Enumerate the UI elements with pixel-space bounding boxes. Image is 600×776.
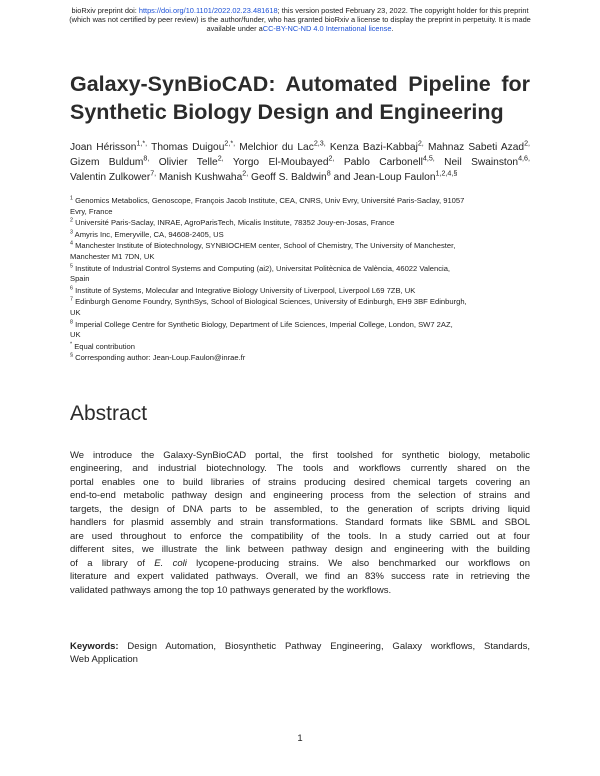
abstract-line: literature and expert validated pathways. Overall, we find an 83% success rate in retrieving the xyxy=(70,571,530,583)
affiliation-line: $^8$ Imperial College Centre for Synthetic Biology, Department of Life Sciences, Imperial College, London, SW7 2AZ, xyxy=(70,319,453,329)
author-line-1: Joan Hérisson$^{1,*,}$ Thomas Duigou$^{2,*,}$ Melchior du Lac$^{2,3,}$ Kenza Bazi-Kabbaj$^{2,}$ Mahnaz Sabeti Azad$^{2,}$ xyxy=(70,139,531,153)
keywords-line-2: Web Application xyxy=(70,654,138,666)
affiliation-line: Manchester M1 7DN, UK xyxy=(70,251,155,261)
paper-title xyxy=(70,70,530,126)
abstract-line: of a library of E. coli lycopene-producing strains. We also benchmarked our workflows on xyxy=(70,557,531,569)
title-line-1: Galaxy-SynBioCAD: Automated Pipeline for xyxy=(70,72,530,96)
title-line-2: Synthetic Biology Design and Engineering xyxy=(70,100,504,124)
affiliation-line: $^3$ Amyris Inc, Emeryville, CA, 94608-2405, US xyxy=(70,229,224,239)
affiliation-line: § Corresponding author: Jean-Loup.Faulon@inrae.fr xyxy=(70,352,246,363)
abstract-body xyxy=(70,449,530,597)
author-line-2: Gizem Buldum$^{8,}$ Olivier Telle$^{2,}$ Yorgo El-Moubayed$^{2,}$ Pablo Carbonell$^{4,5,}$ Neil Swainston$^{4,6,}$ xyxy=(70,154,530,168)
affiliation-line: $^7$ Edinburgh Genome Foundry, SynthSys, School of Biological Sciences, University of Edinburgh, EH9 3BF Edinburgh, xyxy=(70,296,467,307)
page-number: 1 xyxy=(297,733,303,744)
affiliation-line: Spain xyxy=(70,274,90,284)
abstract-line: engineering, and industrial biotechnology. The tools and workflows currently shared on the xyxy=(70,463,530,475)
affiliation-line: UK xyxy=(70,330,81,340)
abstract-line: end-to-end metabolic pathway design and engineering process from the selection of strains and xyxy=(70,490,530,502)
abstract-line: portal enables one to build libraries of strains producing desired chemical targets covering an xyxy=(70,476,530,488)
author-line-3: Valentin Zulkower$^{7,}$ Manish Kushwaha$^{2,}$ Geoff S. Baldwin$^8$ and Jean-Loup Faulon$^{1,2,4,\S}$ xyxy=(70,169,458,183)
affiliation-line: $^1$ Genomics Metabolics, Genoscope, François Jacob Institute, CEA, CNRS, Univ Evry, Université Paris-Saclay, 91057 xyxy=(70,195,465,205)
affiliation-line: * Equal contribution xyxy=(70,341,135,351)
abstract-line: We introduce the Galaxy-SynBioCAD portal, the first toolshed for synthetic biology, metabolic xyxy=(70,450,530,461)
abstract-line: targets, the design of DNA parts to be assembled, to the generation of scripts driving liquid xyxy=(70,503,530,515)
affiliation-line: UK xyxy=(70,307,81,317)
preprint-banner xyxy=(0,6,600,33)
banner-line-2: (which was not certified by peer review) is the author/funder, who has granted bioRxiv a license to display the preprint in perpetuity. It is made xyxy=(69,15,531,24)
license-link[interactable]: CC-BY-NC-ND 4.0 International license xyxy=(262,24,392,33)
keywords-line-1: Keywords: Design Automation, Biosynthetic Pathway Engineering, Galaxy workflows, Standards, xyxy=(70,641,530,652)
keywords-label: Keywords: xyxy=(70,641,119,652)
banner-line-3: available under aCC-BY-NC-ND 4.0 International license. xyxy=(206,24,394,33)
affiliation-line: $^5$ Institute of Industrial Control Systems and Computing (ai2), Universitat Politècnica de València, 46022 Valencia, xyxy=(70,263,451,273)
doi-link[interactable]: https://doi.org/10.1101/2022.02.23.481618 xyxy=(138,6,278,15)
affiliation-line: $^2$ Université Paris-Saclay, INRAE, AgroParisTech, Micalis Institute, 78352 Jouy-en-Josas, France xyxy=(70,217,395,228)
abstract-line: handlers for plasmid assembly and strain transformations. Standard formats like SBML and SBOL xyxy=(70,517,530,529)
banner-line-1: bioRxiv preprint doi: https://doi.org/10.1101/2022.02.23.481618; this version posted February 23, 2022. The copyright holder for this preprint xyxy=(71,6,529,15)
affiliation-line: $^4$ Manchester Institute of Biotechnology, SYNBIOCHEM center, School of Chemistry, The University of Manchester, xyxy=(70,240,456,251)
keywords xyxy=(70,640,530,667)
author-list xyxy=(70,140,530,185)
affiliation-line: $^6$ Institute of Systems, Molecular and Integrative Biology University of Liverpool, Liverpool L69 7ZB, UK xyxy=(70,285,416,295)
abstract-line: different sites, we illustrate the link between pathway design and engineering with the building xyxy=(70,544,530,556)
affiliations xyxy=(70,196,530,364)
affiliation-line: Evry, France xyxy=(70,206,113,216)
abstract-heading: Abstract xyxy=(70,402,148,425)
abstract-line: validated pathways among the top 10 pathways generated by the workflows. xyxy=(70,584,392,596)
abstract-line: are used throughout to enforce the compatibility of the tools. In a study carried out at four xyxy=(70,530,530,542)
